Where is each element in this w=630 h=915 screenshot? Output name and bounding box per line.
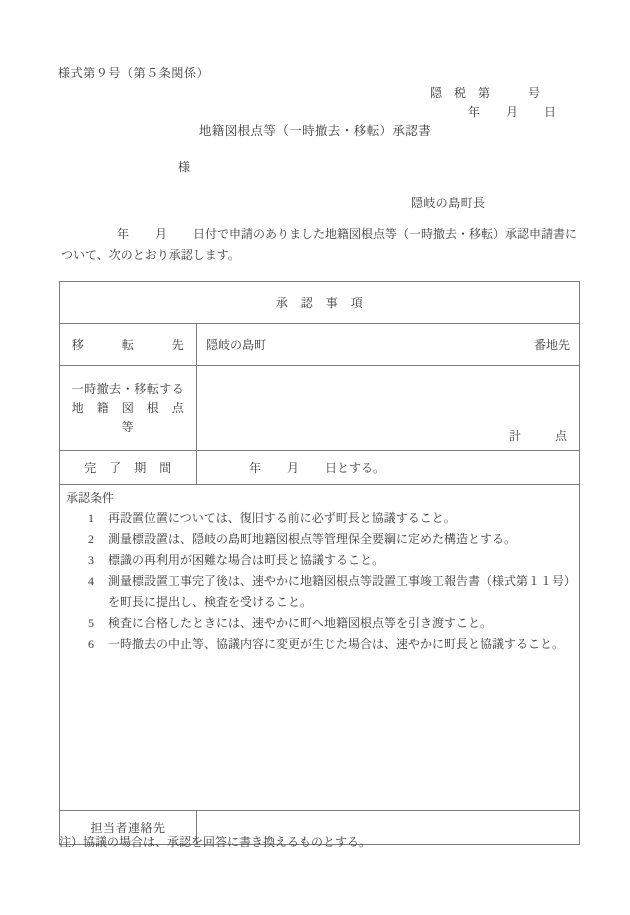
document-date-line [468,103,556,120]
condition-number: 6 [88,637,94,651]
footer-note: 注）協議の場合は、承認を回答に書き換えるものとする。 [59,835,372,849]
condition-text: 再設置位置については、復旧する前に必ず町長と協議すること。 [108,511,456,525]
table-header-row [60,282,580,324]
body-year-label: 年 [117,227,130,241]
contact-label: 担当者連絡先 [60,811,197,845]
condition-item [66,550,571,571]
document-number-suffix: 号 [528,86,541,100]
condition-number: 2 [88,532,94,546]
document-number-line [430,84,540,101]
form-number: 様式第９号（第５条関係） [58,66,210,80]
conditions-list [66,508,571,655]
conditions-cell [60,485,580,811]
condition-text: 検査に合格したときには、速やかに町へ地籍図根点等を引き渡すこと。 [108,616,493,630]
condition-text: 一時撤去の中止等、協議内容に変更が生じた場合は、速やかに町長と協議すること。 [108,637,565,651]
table-row-conditions [60,485,580,811]
table-row-points [60,366,580,451]
issuer-name: 隠岐の島町長 [411,196,486,210]
page-title: 地籍図根点等（一時撤去・移転）承認書 [198,124,432,138]
body-paragraph [61,224,581,266]
period-value-tail: 日とする。 [325,461,386,475]
condition-item [66,613,571,634]
period-year-label: 年 [249,461,262,475]
condition-text: 測量標設置は、隠岐の島町地籍図根点等管理保全要綱に定めた構造とする。 [108,532,517,546]
points-total-unit: 点 [554,429,567,443]
points-total-label: 計 [508,429,521,443]
destination-value-suffix: 番地先 [533,338,570,352]
table-row-period [60,451,580,485]
conditions-title: 承認条件 [66,491,115,505]
body-month-label: 月 [155,227,168,241]
approval-table [59,281,580,845]
document-number-label: 隠 税 第 [430,86,491,100]
period-value-cell[interactable] [197,451,580,485]
body-text: 日付で申請のありました地籍図根点等（一時撤去・移転）承認申請書について、次のとおり承認します。 [61,227,578,262]
date-year-label: 年 [468,105,481,119]
destination-value: 隠岐の島町 [206,338,267,352]
points-total [509,427,567,444]
date-day-label: 日 [544,105,557,119]
condition-item [66,571,571,613]
condition-number: 4 [88,574,94,588]
condition-number: 1 [88,511,94,525]
condition-item [66,529,571,550]
points-value-cell[interactable] [197,366,580,451]
destination-label: 移 転 先 [60,324,197,366]
period-label: 完 了 期 間 [60,451,197,485]
points-label [60,366,197,451]
addressee-honorific: 様 [178,160,191,174]
condition-number: 3 [88,553,94,567]
points-label-line2: 地 籍 図 根 点 等 [71,400,197,434]
table-row-destination [60,324,580,366]
condition-item [66,508,571,529]
condition-text: 標識の再利用が困難な場合は町長と協議すること。 [108,553,385,567]
points-label-line1: 一時撤去・移転する [71,381,185,396]
approval-matters-header: 承 認 事 項 [60,282,580,324]
date-month-label: 月 [506,105,519,119]
destination-value-cell[interactable] [197,324,580,366]
condition-text: 測量標設置工事完了後は、速やかに地籍図根点等設置工事竣工報告書（様式第１１号）を町長に提出し、検査を受けること。 [108,574,571,609]
condition-item [66,634,571,655]
condition-number: 5 [88,616,94,630]
period-month-label: 月 [287,461,300,475]
